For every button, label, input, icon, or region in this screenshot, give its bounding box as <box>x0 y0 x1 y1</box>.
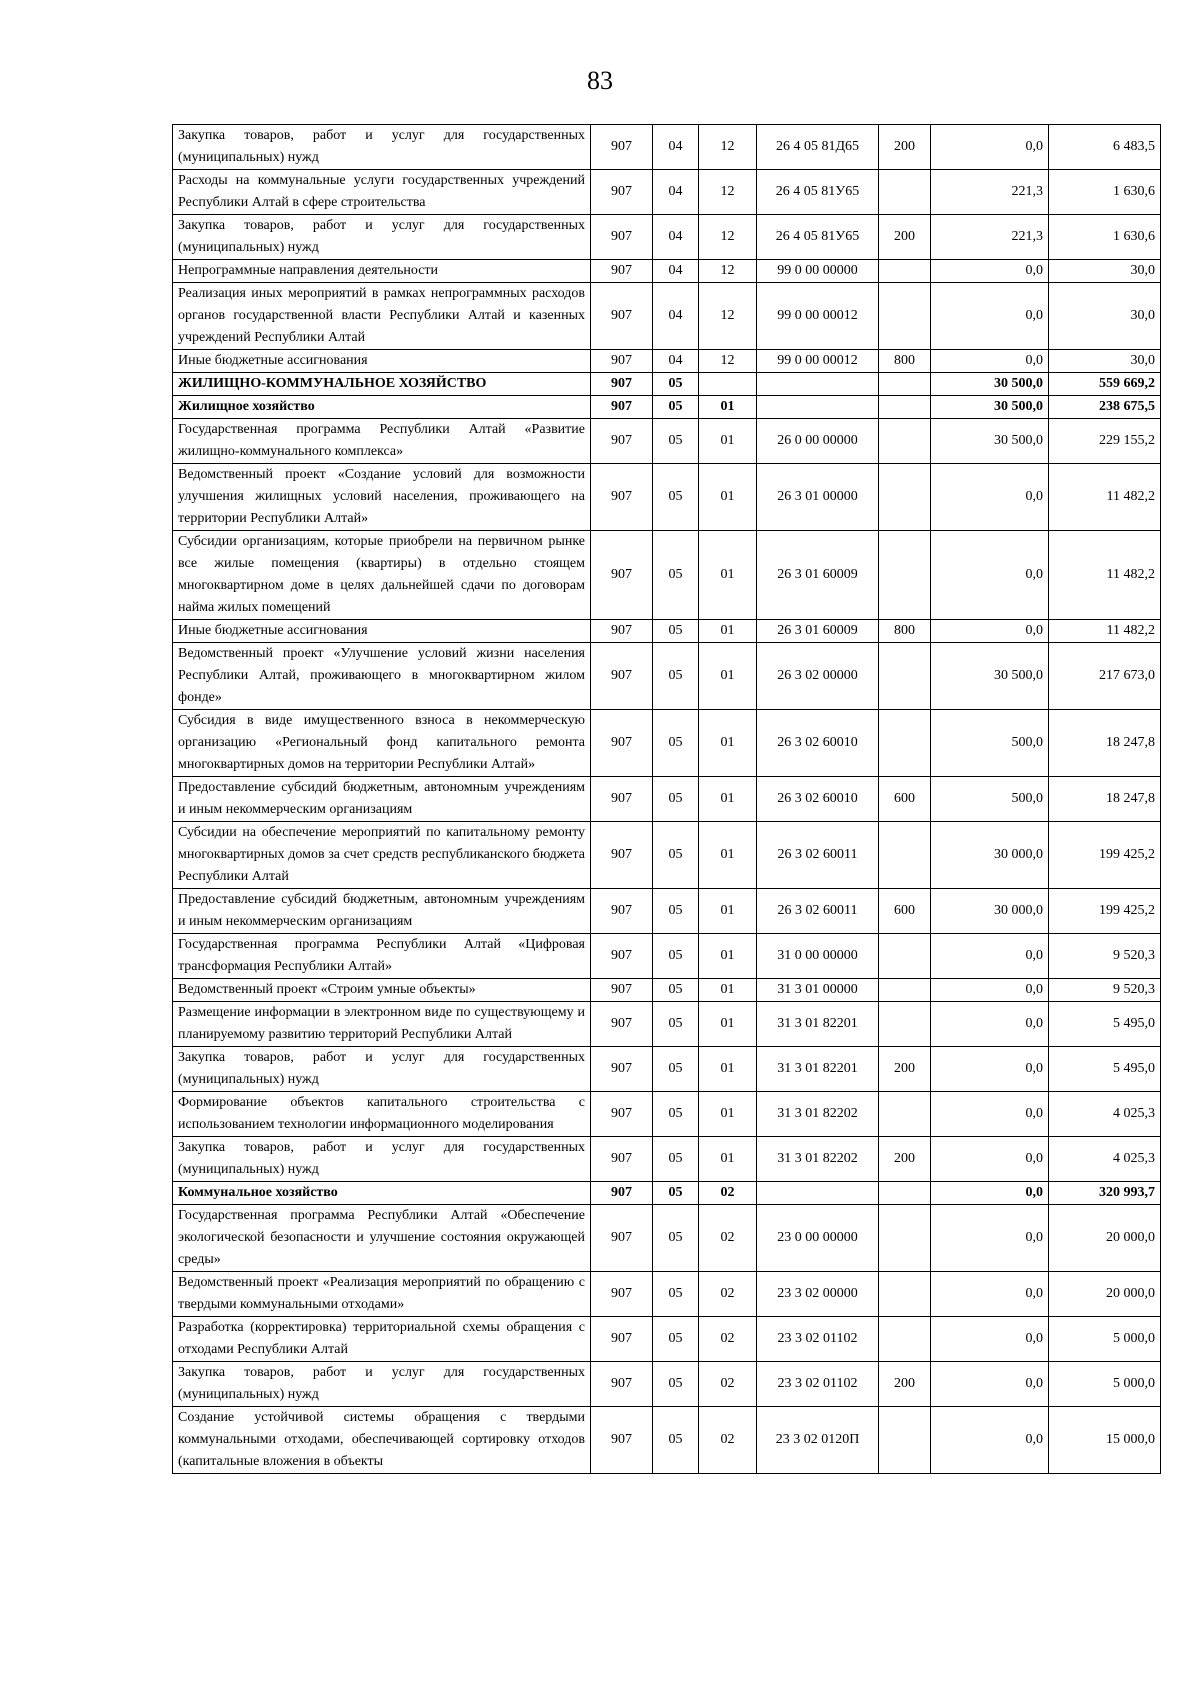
amount-change-cell: 30 500,0 <box>931 419 1049 464</box>
amount-total-cell: 30,0 <box>1049 350 1161 373</box>
subsection-code-cell: 01 <box>699 620 757 643</box>
table-row <box>173 215 1161 260</box>
subsection-code-cell: 01 <box>699 979 757 1002</box>
section-code-cell: 05 <box>653 979 699 1002</box>
amount-total-cell: 1 630,6 <box>1049 215 1161 260</box>
expense-name-cell: Предоставление субсидий бюджетным, автономным учреждениям и иным некоммерческим организациям <box>173 777 591 822</box>
expense-type-cell <box>879 1272 931 1317</box>
expense-type-cell: 200 <box>879 125 931 170</box>
target-article-cell: 23 3 02 00000 <box>757 1272 879 1317</box>
expense-name-cell: Непрограммные направления деятельности <box>173 260 591 283</box>
amount-change-cell: 0,0 <box>931 464 1049 531</box>
target-article-cell: 26 4 05 81У65 <box>757 215 879 260</box>
amount-total-cell: 229 155,2 <box>1049 419 1161 464</box>
subsection-code-cell: 12 <box>699 215 757 260</box>
expense-name-cell: Закупка товаров, работ и услуг для государственных (муниципальных) нужд <box>173 1137 591 1182</box>
expense-type-cell <box>879 260 931 283</box>
amount-change-cell: 30 500,0 <box>931 643 1049 710</box>
subsection-code-cell: 12 <box>699 350 757 373</box>
subsection-code-cell: 01 <box>699 710 757 777</box>
table-row <box>173 643 1161 710</box>
department-code-cell: 907 <box>591 373 653 396</box>
department-code-cell: 907 <box>591 777 653 822</box>
expense-name-cell: Государственная программа Республики Алтай «Развитие жилищно-коммунального комплекса» <box>173 419 591 464</box>
section-code-cell: 05 <box>653 1205 699 1272</box>
target-article-cell: 26 4 05 81У65 <box>757 170 879 215</box>
subsection-code-cell: 01 <box>699 822 757 889</box>
table-row <box>173 1002 1161 1047</box>
amount-change-cell: 221,3 <box>931 170 1049 215</box>
department-code-cell: 907 <box>591 1205 653 1272</box>
expense-type-cell <box>879 1002 931 1047</box>
subsection-code-cell: 12 <box>699 260 757 283</box>
amount-change-cell: 0,0 <box>931 934 1049 979</box>
department-code-cell: 907 <box>591 1362 653 1407</box>
amount-change-cell: 0,0 <box>931 260 1049 283</box>
department-code-cell: 907 <box>591 643 653 710</box>
target-article-cell: 26 3 02 00000 <box>757 643 879 710</box>
expense-name-cell: Закупка товаров, работ и услуг для государственных (муниципальных) нужд <box>173 215 591 260</box>
amount-total-cell: 5 000,0 <box>1049 1362 1161 1407</box>
department-code-cell: 907 <box>591 1092 653 1137</box>
amount-change-cell: 0,0 <box>931 1205 1049 1272</box>
expense-name-cell: ЖИЛИЩНО-КОММУНАЛЬНОЕ ХОЗЯЙСТВО <box>173 373 591 396</box>
amount-total-cell: 5 495,0 <box>1049 1002 1161 1047</box>
amount-total-cell: 9 520,3 <box>1049 979 1161 1002</box>
amount-change-cell: 0,0 <box>931 350 1049 373</box>
section-code-cell: 04 <box>653 350 699 373</box>
amount-change-cell: 500,0 <box>931 710 1049 777</box>
expense-type-cell <box>879 979 931 1002</box>
subsection-code-cell: 12 <box>699 125 757 170</box>
target-article-cell: 99 0 00 00012 <box>757 283 879 350</box>
amount-total-cell: 5 495,0 <box>1049 1047 1161 1092</box>
section-code-cell: 05 <box>653 643 699 710</box>
target-article-cell: 26 0 00 00000 <box>757 419 879 464</box>
expense-name-cell: Государственная программа Республики Алтай «Цифровая трансформация Республики Алтай» <box>173 934 591 979</box>
table-row <box>173 1272 1161 1317</box>
amount-total-cell: 5 000,0 <box>1049 1317 1161 1362</box>
amount-total-cell: 20 000,0 <box>1049 1205 1161 1272</box>
department-code-cell: 907 <box>591 125 653 170</box>
table-row <box>173 350 1161 373</box>
expense-name-cell: Размещение информации в электронном виде по существующему и планируемому развитию территорий Республики Алтай <box>173 1002 591 1047</box>
amount-total-cell: 11 482,2 <box>1049 531 1161 620</box>
subsection-code-cell: 01 <box>699 1002 757 1047</box>
subsection-code-cell: 01 <box>699 643 757 710</box>
target-article-cell: 23 3 02 01102 <box>757 1317 879 1362</box>
amount-total-cell: 4 025,3 <box>1049 1092 1161 1137</box>
target-article-cell: 23 0 00 00000 <box>757 1205 879 1272</box>
amount-total-cell: 15 000,0 <box>1049 1407 1161 1474</box>
department-code-cell: 907 <box>591 419 653 464</box>
department-code-cell: 907 <box>591 283 653 350</box>
amount-total-cell: 30,0 <box>1049 283 1161 350</box>
section-code-cell: 05 <box>653 419 699 464</box>
department-code-cell: 907 <box>591 1047 653 1092</box>
section-code-cell: 05 <box>653 373 699 396</box>
amount-total-cell: 9 520,3 <box>1049 934 1161 979</box>
expense-type-cell <box>879 464 931 531</box>
subsection-code-cell: 01 <box>699 1092 757 1137</box>
amount-change-cell: 0,0 <box>931 1047 1049 1092</box>
expense-type-cell: 600 <box>879 777 931 822</box>
expense-type-cell <box>879 419 931 464</box>
section-code-cell: 04 <box>653 170 699 215</box>
table-row <box>173 260 1161 283</box>
subsection-code-cell: 02 <box>699 1407 757 1474</box>
department-code-cell: 907 <box>591 1182 653 1205</box>
subsection-code-cell: 02 <box>699 1317 757 1362</box>
section-code-cell: 05 <box>653 464 699 531</box>
table-row <box>173 822 1161 889</box>
table-row <box>173 1047 1161 1092</box>
expense-name-cell: Субсидия в виде имущественного взноса в некоммерческую организацию «Региональный фонд капитального ремонта многоквартирных домов на территории Республики Алтай» <box>173 710 591 777</box>
department-code-cell: 907 <box>591 350 653 373</box>
department-code-cell: 907 <box>591 1137 653 1182</box>
table-row <box>173 1362 1161 1407</box>
target-article-cell: 26 3 01 60009 <box>757 531 879 620</box>
table-row <box>173 1317 1161 1362</box>
amount-change-cell: 30 500,0 <box>931 373 1049 396</box>
target-article-cell: 31 3 01 82201 <box>757 1047 879 1092</box>
expense-type-cell <box>879 934 931 979</box>
subsection-code-cell <box>699 373 757 396</box>
amount-total-cell: 11 482,2 <box>1049 464 1161 531</box>
expense-name-cell: Субсидии на обеспечение мероприятий по капитальному ремонту многоквартирных домов за счет средств республиканского бюджета Республики Алтай <box>173 822 591 889</box>
table-body <box>173 125 1161 1474</box>
amount-total-cell: 11 482,2 <box>1049 620 1161 643</box>
target-article-cell: 26 3 02 60010 <box>757 710 879 777</box>
department-code-cell: 907 <box>591 979 653 1002</box>
amount-total-cell: 559 669,2 <box>1049 373 1161 396</box>
section-code-cell: 05 <box>653 710 699 777</box>
table-row <box>173 373 1161 396</box>
department-code-cell: 907 <box>591 260 653 283</box>
section-code-cell: 05 <box>653 1047 699 1092</box>
target-article-cell <box>757 396 879 419</box>
expense-name-cell: Закупка товаров, работ и услуг для государственных (муниципальных) нужд <box>173 125 591 170</box>
expense-type-cell: 200 <box>879 1137 931 1182</box>
target-article-cell <box>757 373 879 396</box>
amount-total-cell: 18 247,8 <box>1049 710 1161 777</box>
amount-change-cell: 0,0 <box>931 283 1049 350</box>
expense-type-cell <box>879 822 931 889</box>
expense-type-cell <box>879 373 931 396</box>
section-code-cell: 05 <box>653 822 699 889</box>
section-code-cell: 04 <box>653 260 699 283</box>
amount-total-cell: 1 630,6 <box>1049 170 1161 215</box>
section-code-cell: 05 <box>653 1317 699 1362</box>
expense-name-cell: Разработка (корректировка) территориальной схемы обращения с отходами Республики Алтай <box>173 1317 591 1362</box>
table-row <box>173 934 1161 979</box>
section-code-cell: 05 <box>653 934 699 979</box>
expense-name-cell: Создание устойчивой системы обращения с твердыми коммунальными отходами, обеспечивающей сортировку отходов (капитальные вложения в объекты <box>173 1407 591 1474</box>
subsection-code-cell: 01 <box>699 1047 757 1092</box>
target-article-cell: 99 0 00 00000 <box>757 260 879 283</box>
section-code-cell: 05 <box>653 531 699 620</box>
amount-total-cell: 320 993,7 <box>1049 1182 1161 1205</box>
amount-change-cell: 30 000,0 <box>931 822 1049 889</box>
expense-type-cell <box>879 283 931 350</box>
target-article-cell: 23 3 02 01102 <box>757 1362 879 1407</box>
amount-total-cell: 199 425,2 <box>1049 822 1161 889</box>
subsection-code-cell: 01 <box>699 777 757 822</box>
subsection-code-cell: 02 <box>699 1362 757 1407</box>
section-code-cell: 05 <box>653 1362 699 1407</box>
expense-type-cell <box>879 710 931 777</box>
amount-change-cell: 30 500,0 <box>931 396 1049 419</box>
amount-change-cell: 0,0 <box>931 979 1049 1002</box>
target-article-cell: 26 3 02 60011 <box>757 822 879 889</box>
amount-change-cell: 221,3 <box>931 215 1049 260</box>
amount-total-cell: 20 000,0 <box>1049 1272 1161 1317</box>
amount-change-cell: 0,0 <box>931 531 1049 620</box>
department-code-cell: 907 <box>591 1002 653 1047</box>
expense-name-cell: Предоставление субсидий бюджетным, автономным учреждениям и иным некоммерческим организациям <box>173 889 591 934</box>
expense-type-cell <box>879 1182 931 1205</box>
expense-name-cell: Государственная программа Республики Алтай «Обеспечение экологической безопасности и улучшение состояния окружающей среды» <box>173 1205 591 1272</box>
subsection-code-cell: 01 <box>699 531 757 620</box>
department-code-cell: 907 <box>591 889 653 934</box>
subsection-code-cell: 12 <box>699 283 757 350</box>
target-article-cell: 26 3 02 60011 <box>757 889 879 934</box>
section-code-cell: 04 <box>653 125 699 170</box>
budget-table <box>172 124 1161 1474</box>
table-row <box>173 396 1161 419</box>
table-row <box>173 1205 1161 1272</box>
target-article-cell: 31 3 01 00000 <box>757 979 879 1002</box>
amount-change-cell: 30 000,0 <box>931 889 1049 934</box>
table-row <box>173 620 1161 643</box>
expense-name-cell: Реализация иных мероприятий в рамках непрограммных расходов органов государственной власти Республики Алтай и казенных учреждений Республики Алтай <box>173 283 591 350</box>
target-article-cell <box>757 1182 879 1205</box>
amount-change-cell: 0,0 <box>931 1182 1049 1205</box>
amount-change-cell: 0,0 <box>931 1272 1049 1317</box>
expense-type-cell <box>879 1317 931 1362</box>
amount-change-cell: 0,0 <box>931 620 1049 643</box>
subsection-code-cell: 01 <box>699 396 757 419</box>
amount-total-cell: 6 483,5 <box>1049 125 1161 170</box>
expense-name-cell: Жилищное хозяйство <box>173 396 591 419</box>
amount-change-cell: 0,0 <box>931 1137 1049 1182</box>
amount-total-cell: 199 425,2 <box>1049 889 1161 934</box>
expense-name-cell: Иные бюджетные ассигнования <box>173 620 591 643</box>
subsection-code-cell: 01 <box>699 1137 757 1182</box>
expense-type-cell <box>879 643 931 710</box>
department-code-cell: 907 <box>591 396 653 419</box>
amount-change-cell: 0,0 <box>931 1092 1049 1137</box>
section-code-cell: 04 <box>653 215 699 260</box>
amount-total-cell: 18 247,8 <box>1049 777 1161 822</box>
expense-type-cell: 200 <box>879 215 931 260</box>
department-code-cell: 907 <box>591 934 653 979</box>
table-row <box>173 979 1161 1002</box>
section-code-cell: 05 <box>653 1137 699 1182</box>
target-article-cell: 31 3 01 82202 <box>757 1092 879 1137</box>
subsection-code-cell: 01 <box>699 889 757 934</box>
table-row <box>173 1092 1161 1137</box>
amount-change-cell: 0,0 <box>931 1002 1049 1047</box>
subsection-code-cell: 01 <box>699 464 757 531</box>
expense-name-cell: Ведомственный проект «Строим умные объекты» <box>173 979 591 1002</box>
target-article-cell: 26 3 02 60010 <box>757 777 879 822</box>
expense-name-cell: Формирование объектов капитального строительства с использованием технологии информационного моделирования <box>173 1092 591 1137</box>
table-row <box>173 889 1161 934</box>
table-row <box>173 283 1161 350</box>
expense-name-cell: Ведомственный проект «Создание условий для возможности улучшения жилищных условий населения, проживающего на территории Республики Алтай» <box>173 464 591 531</box>
expense-name-cell: Иные бюджетные ассигнования <box>173 350 591 373</box>
subsection-code-cell: 02 <box>699 1182 757 1205</box>
section-code-cell: 05 <box>653 1407 699 1474</box>
expense-type-cell <box>879 1092 931 1137</box>
target-article-cell: 31 3 01 82202 <box>757 1137 879 1182</box>
expense-name-cell: Ведомственный проект «Реализация мероприятий по обращению с твердыми коммунальными отходами» <box>173 1272 591 1317</box>
amount-change-cell: 0,0 <box>931 125 1049 170</box>
section-code-cell: 05 <box>653 777 699 822</box>
table-row <box>173 1182 1161 1205</box>
amount-change-cell: 0,0 <box>931 1317 1049 1362</box>
expense-name-cell: Закупка товаров, работ и услуг для государственных (муниципальных) нужд <box>173 1362 591 1407</box>
subsection-code-cell: 01 <box>699 934 757 979</box>
table-row <box>173 464 1161 531</box>
target-article-cell: 99 0 00 00012 <box>757 350 879 373</box>
department-code-cell: 907 <box>591 531 653 620</box>
target-article-cell: 31 3 01 82201 <box>757 1002 879 1047</box>
target-article-cell: 26 3 01 60009 <box>757 620 879 643</box>
section-code-cell: 05 <box>653 1002 699 1047</box>
department-code-cell: 907 <box>591 1272 653 1317</box>
table-row <box>173 777 1161 822</box>
subsection-code-cell: 02 <box>699 1272 757 1317</box>
amount-total-cell: 217 673,0 <box>1049 643 1161 710</box>
expense-name-cell: Расходы на коммунальные услуги государственных учреждений Республики Алтай в сфере строительства <box>173 170 591 215</box>
subsection-code-cell: 02 <box>699 1205 757 1272</box>
expense-name-cell: Коммунальное хозяйство <box>173 1182 591 1205</box>
department-code-cell: 907 <box>591 822 653 889</box>
section-code-cell: 04 <box>653 283 699 350</box>
table-row <box>173 710 1161 777</box>
section-code-cell: 05 <box>653 889 699 934</box>
target-article-cell: 23 3 02 0120П <box>757 1407 879 1474</box>
department-code-cell: 907 <box>591 1407 653 1474</box>
table-row <box>173 531 1161 620</box>
target-article-cell: 31 0 00 00000 <box>757 934 879 979</box>
department-code-cell: 907 <box>591 464 653 531</box>
expense-type-cell: 600 <box>879 889 931 934</box>
table-row <box>173 170 1161 215</box>
amount-total-cell: 238 675,5 <box>1049 396 1161 419</box>
subsection-code-cell: 12 <box>699 170 757 215</box>
expense-type-cell <box>879 531 931 620</box>
table-row <box>173 419 1161 464</box>
department-code-cell: 907 <box>591 215 653 260</box>
table-row <box>173 1137 1161 1182</box>
section-code-cell: 05 <box>653 1182 699 1205</box>
expense-type-cell <box>879 170 931 215</box>
table-row <box>173 1407 1161 1474</box>
department-code-cell: 907 <box>591 710 653 777</box>
page-number: 83 <box>587 66 613 95</box>
amount-change-cell: 0,0 <box>931 1407 1049 1474</box>
expense-type-cell <box>879 1407 931 1474</box>
department-code-cell: 907 <box>591 170 653 215</box>
department-code-cell: 907 <box>591 1317 653 1362</box>
section-code-cell: 05 <box>653 396 699 419</box>
expense-type-cell: 800 <box>879 620 931 643</box>
expense-type-cell: 200 <box>879 1362 931 1407</box>
target-article-cell: 26 4 05 81Д65 <box>757 125 879 170</box>
expense-name-cell: Ведомственный проект «Улучшение условий жизни населения Республики Алтай, проживающего в многоквартирном жилом фонде» <box>173 643 591 710</box>
department-code-cell: 907 <box>591 620 653 643</box>
expense-type-cell: 800 <box>879 350 931 373</box>
section-code-cell: 05 <box>653 1272 699 1317</box>
target-article-cell: 26 3 01 00000 <box>757 464 879 531</box>
section-code-cell: 05 <box>653 1092 699 1137</box>
expense-name-cell: Закупка товаров, работ и услуг для государственных (муниципальных) нужд <box>173 1047 591 1092</box>
expense-type-cell <box>879 396 931 419</box>
expense-type-cell <box>879 1205 931 1272</box>
amount-change-cell: 500,0 <box>931 777 1049 822</box>
table-row <box>173 125 1161 170</box>
expense-type-cell: 200 <box>879 1047 931 1092</box>
expense-name-cell: Субсидии организациям, которые приобрели на первичном рынке все жилые помещения (квартиры) в отдельно стоящем многоквартирном доме в целях дальнейшей сдачи по договорам найма жилых помещений <box>173 531 591 620</box>
amount-change-cell: 0,0 <box>931 1362 1049 1407</box>
amount-total-cell: 30,0 <box>1049 260 1161 283</box>
subsection-code-cell: 01 <box>699 419 757 464</box>
amount-total-cell: 4 025,3 <box>1049 1137 1161 1182</box>
section-code-cell: 05 <box>653 620 699 643</box>
